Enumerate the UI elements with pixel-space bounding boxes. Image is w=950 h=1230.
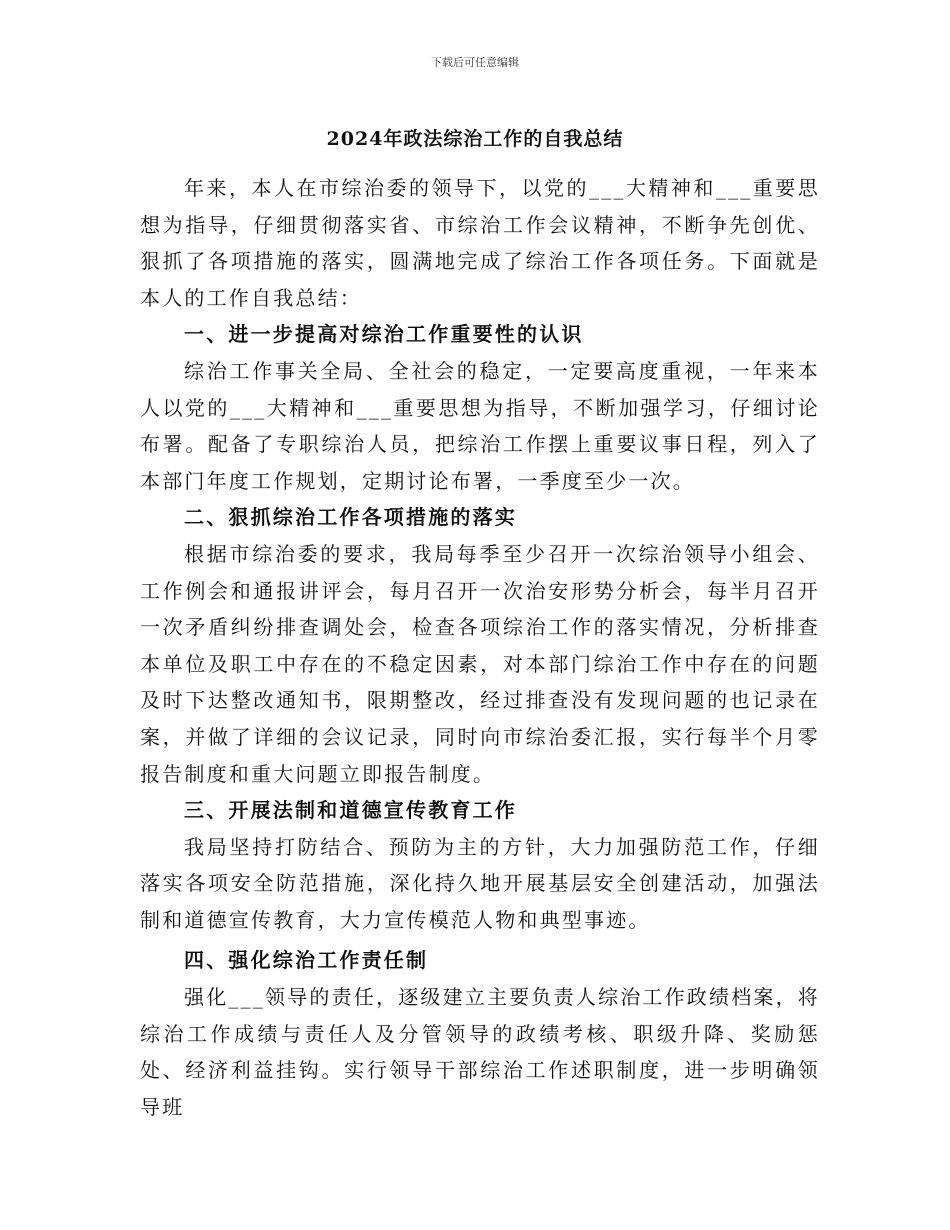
section-body-4: 强化___领导的责任，逐级建立主要负责人综治工作政绩档案，将综治工作成绩与责任人及分管领导的政绩考核、职级升降、奖励惩处、经济利益挂钩。实行领导干部综治工作述职制度，进一步明确领导班 (140, 985, 820, 1119)
document-body (140, 170, 820, 1125)
section-heading-2: 二、狠抓综治工作各项措施的落实 (184, 505, 517, 530)
section-heading-1: 一、进一步提高对综治工作重要性的认识 (184, 322, 584, 347)
section-body-3: 我局坚持打防结合、预防为主的方针，大力加强防范工作，仔细落实各项安全防范措施，深化持久地开展基层安全创建活动，加强法制和道德宣传教育，大力宣传模范人物和典型事迹。 (140, 834, 820, 932)
section-heading-3: 三、开展法制和道德宣传教育工作 (184, 798, 517, 823)
page-title: 2024年政法综治工作的自我总结 (326, 128, 624, 150)
section-body-1: 综治工作事关全局、全社会的稳定，一定要高度重视，一年来本人以党的___大精神和___重要思想为指导，不断加强学习，仔细讨论布署。配备了专职综治人员，把综治工作摆上重要议事日程，列入了本部门年度工作规划，定期讨论布署，一季度至少一次。 (140, 358, 820, 493)
section-heading-4: 四、强化综治工作责任制 (184, 948, 429, 973)
section-body-2: 根据市综治委的要求，我局每季至少召开一次综治领导小组会、工作例会和通报讲评会，每月召开一次治安形势分析会，每半月召开一次矛盾纠纷排查调处会，检查各项综治工作的落实情况，分析排查本单位及职工中存在的不稳定因素，对本部门综治工作中存在的问题及时下达整改通知书，限期整改，经过排查没有发现问题的也记录在案，并做了详细的会议记录，同时向市综治委汇报，实行每半个月零报告制度和重大问题立即报告制度。 (140, 541, 820, 786)
intro-paragraph: 年来，本人在市综治委的领导下，以党的___大精神和___重要思想为指导，仔细贯彻落实省、市综治工作会议精神，不断争先创优、狠抓了各项措施的落实，圆满地完成了综治工作各项任务。下面就是本人的工作自我总结： (140, 176, 820, 310)
header-note: 下载后可任意编辑 (431, 56, 519, 69)
